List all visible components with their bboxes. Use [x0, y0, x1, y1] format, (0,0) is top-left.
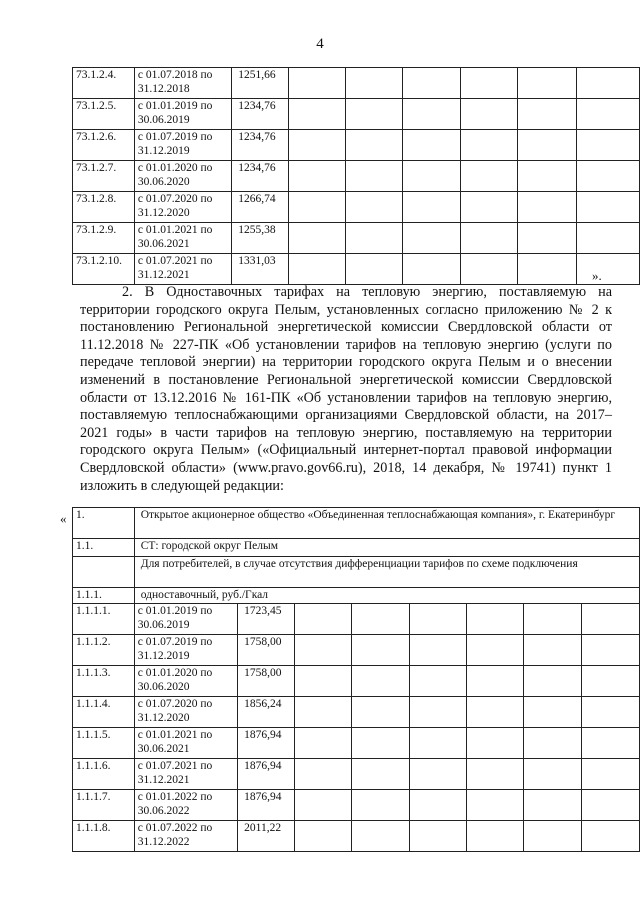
row-price: 1331,03: [232, 254, 289, 285]
empty-cell: [409, 604, 466, 635]
table-row: [73, 728, 640, 759]
empty-cell: [294, 728, 351, 759]
table-row: [73, 130, 640, 161]
table-row: [73, 68, 640, 99]
empty-cell: [409, 790, 466, 821]
empty-cell: [403, 130, 460, 161]
empty-cell: [576, 68, 639, 99]
row-period: с 01.07.2018 по 31.12.2018: [134, 68, 231, 99]
empty-cell: [352, 604, 409, 635]
row-code: 1.1.1.6.: [73, 759, 135, 790]
empty-cell: [517, 68, 576, 99]
empty-cell: [289, 99, 346, 130]
empty-cell: [346, 130, 403, 161]
empty-cell: [289, 161, 346, 192]
empty-cell: [294, 821, 351, 852]
empty-cell: [403, 99, 460, 130]
empty-cell: [294, 604, 351, 635]
closing-quote: ».: [592, 268, 602, 283]
paragraph-number: 2.: [122, 284, 133, 300]
table-row: [73, 254, 640, 285]
empty-cell: [403, 192, 460, 223]
empty-cell: [352, 635, 409, 666]
empty-cell: [576, 192, 639, 223]
empty-cell: [576, 99, 639, 130]
page-number: 4: [316, 36, 324, 52]
empty-cell: [346, 99, 403, 130]
table-row: [73, 759, 640, 790]
empty-cell: [581, 790, 639, 821]
empty-cell: [466, 759, 523, 790]
empty-cell: [460, 161, 517, 192]
table-row: [73, 604, 640, 635]
empty-cell: [576, 223, 639, 254]
row-code: 73.1.2.10.: [73, 254, 135, 285]
consumers-note: Для потребителей, в случае отсутствия дифференциации тарифов по схеме подключения: [134, 557, 639, 588]
empty-cell: [576, 130, 639, 161]
row-price: 1234,76: [232, 130, 289, 161]
empty-cell: [352, 790, 409, 821]
table-row: [73, 223, 640, 254]
empty-cell: [466, 790, 523, 821]
row-price: 1234,76: [232, 99, 289, 130]
empty-cell: [466, 635, 523, 666]
table-row-consumers: [73, 557, 640, 588]
row-period: с 01.01.2021 по 30.06.2021: [134, 728, 237, 759]
empty-cell: [289, 254, 346, 285]
empty-cell: [352, 821, 409, 852]
row-period: с 01.07.2019 по 31.12.2019: [134, 130, 231, 161]
tariff-table-continued: [72, 67, 640, 285]
row-price: 1723,45: [238, 604, 295, 635]
table-row: [73, 666, 640, 697]
empty-cell: [403, 254, 460, 285]
empty-cell: [581, 821, 639, 852]
empty-cell: [524, 697, 581, 728]
row-period: с 01.01.2019 по 30.06.2019: [134, 604, 237, 635]
row-code: 1.1.1.5.: [73, 728, 135, 759]
table-row: [73, 790, 640, 821]
row-code: 73.1.2.5.: [73, 99, 135, 130]
row-price: 1266,74: [232, 192, 289, 223]
row-code: 1.1.1.8.: [73, 821, 135, 852]
empty-cell: [460, 192, 517, 223]
row-code: 1.1.1.2.: [73, 635, 135, 666]
empty-cell: [289, 68, 346, 99]
empty-cell: [517, 130, 576, 161]
row-period: с 01.01.2022 по 30.06.2022: [134, 790, 237, 821]
system-name: СТ: городской округ Пелым: [134, 539, 639, 557]
rate-code: 1.1.1.: [73, 588, 135, 604]
tariff-table-new: [72, 507, 640, 852]
table-row-rate: [73, 588, 640, 604]
row-period: с 01.07.2022 по 31.12.2022: [134, 821, 237, 852]
empty-cell: [289, 192, 346, 223]
empty-cell: [346, 254, 403, 285]
empty-cell: [524, 635, 581, 666]
empty-cell: [352, 666, 409, 697]
empty-cell: [294, 697, 351, 728]
empty-cell: [409, 728, 466, 759]
empty-cell: [524, 790, 581, 821]
system-code: 1.1.: [73, 539, 135, 557]
empty-cell: [346, 192, 403, 223]
empty-cell: [517, 254, 576, 285]
empty-cell: [289, 223, 346, 254]
empty-cell: [289, 130, 346, 161]
row-period: с 01.01.2021 по 30.06.2021: [134, 223, 231, 254]
empty-cell: [581, 759, 639, 790]
row-price: 1255,38: [232, 223, 289, 254]
empty-cell: [517, 192, 576, 223]
empty-cell: [294, 635, 351, 666]
paragraph-text: В Одноставочных тарифах на тепловую энергию, поставляемую на территории городского округа Пелым, установленных согласно приложению № 2 к постановлению Региональной энергетической комиссии Свердловской области от 11.12.2018 № 227-ПК «Об установлении тарифов на тепловую энергию (услуги по передаче тепловой энергии) на территории городского округа Пелым и о внесении изменений в постановление Региональной энергетической комиссии Свердловской области от 13.12.2016 № 161-ПК «Об установлении тарифов на тепловую энергию, поставляемую теплоснабжающими организациями Свердловской области, на 2017–2021 годы» в части тарифов на тепловую энергию, поставляемую на территории городского округа Пелым» («Официальный интернет-портал правовой информации Свердловской области» (www.pravo.gov66.ru), 2018, 14 декабря, № 19741) пункт 1 изложить в следующей редакции:: [80, 284, 613, 494]
table-row-organization: [73, 508, 640, 539]
row-code: 1.1.1.4.: [73, 697, 135, 728]
row-price: 1234,76: [232, 161, 289, 192]
amendment-paragraph: [80, 284, 612, 495]
empty-cell: [403, 223, 460, 254]
empty-cell: [460, 130, 517, 161]
org-code: 1.: [73, 508, 135, 539]
empty-cell: [352, 759, 409, 790]
row-price: 1251,66: [232, 68, 289, 99]
row-code: 73.1.2.8.: [73, 192, 135, 223]
empty-cell: [460, 99, 517, 130]
empty-cell: [294, 759, 351, 790]
empty-cell: [346, 223, 403, 254]
row-price: 1758,00: [238, 635, 295, 666]
empty-cell: [294, 790, 351, 821]
empty-cell: [466, 697, 523, 728]
opening-quote: «: [60, 511, 67, 526]
empty-cell: [576, 254, 639, 285]
empty-cell: [524, 604, 581, 635]
empty-cell: [466, 821, 523, 852]
empty-cell: [581, 666, 639, 697]
table-row: [73, 161, 640, 192]
empty-cell: [403, 161, 460, 192]
empty-cell: [352, 697, 409, 728]
row-price: 2011,22: [238, 821, 295, 852]
empty-cell: [466, 728, 523, 759]
row-period: с 01.07.2021 по 31.12.2021: [134, 759, 237, 790]
rate-name: одноставочный, руб./Гкал: [134, 588, 639, 604]
empty-cell: [346, 161, 403, 192]
row-code: 1.1.1.7.: [73, 790, 135, 821]
row-period: с 01.07.2020 по 31.12.2020: [134, 697, 237, 728]
row-period: с 01.07.2019 по 31.12.2019: [134, 635, 237, 666]
empty-cell: [346, 68, 403, 99]
row-price: 1876,94: [238, 728, 295, 759]
row-code: 1.1.1.3.: [73, 666, 135, 697]
empty-cell: [409, 635, 466, 666]
empty-cell: [524, 728, 581, 759]
table-row: [73, 99, 640, 130]
empty-cell: [409, 666, 466, 697]
row-period: с 01.01.2019 по 30.06.2019: [134, 99, 231, 130]
row-price: 1856,24: [238, 697, 295, 728]
empty-cell: [73, 557, 135, 588]
empty-cell: [517, 223, 576, 254]
row-period: с 01.01.2020 по 30.06.2020: [134, 161, 231, 192]
empty-cell: [524, 821, 581, 852]
empty-cell: [466, 666, 523, 697]
empty-cell: [466, 604, 523, 635]
row-code: 1.1.1.1.: [73, 604, 135, 635]
row-code: 73.1.2.4.: [73, 68, 135, 99]
empty-cell: [524, 759, 581, 790]
row-period: с 01.07.2021 по 31.12.2021: [134, 254, 231, 285]
row-period: с 01.07.2020 по 31.12.2020: [134, 192, 231, 223]
row-code: 73.1.2.9.: [73, 223, 135, 254]
empty-cell: [581, 728, 639, 759]
empty-cell: [517, 161, 576, 192]
table-row-system: [73, 539, 640, 557]
empty-cell: [460, 223, 517, 254]
empty-cell: [581, 635, 639, 666]
empty-cell: [517, 99, 576, 130]
row-code: 73.1.2.6.: [73, 130, 135, 161]
row-code: 73.1.2.7.: [73, 161, 135, 192]
table-row: [73, 192, 640, 223]
row-price: 1876,94: [238, 790, 295, 821]
table-row: [73, 697, 640, 728]
empty-cell: [403, 68, 460, 99]
empty-cell: [460, 68, 517, 99]
row-period: с 01.01.2020 по 30.06.2020: [134, 666, 237, 697]
empty-cell: [409, 697, 466, 728]
empty-cell: [460, 254, 517, 285]
empty-cell: [581, 604, 639, 635]
empty-cell: [524, 666, 581, 697]
row-price: 1758,00: [238, 666, 295, 697]
empty-cell: [352, 728, 409, 759]
table-row: [73, 635, 640, 666]
empty-cell: [581, 697, 639, 728]
empty-cell: [294, 666, 351, 697]
empty-cell: [409, 759, 466, 790]
empty-cell: [409, 821, 466, 852]
org-name: Открытое акционерное общество «Объединенная теплоснабжающая компания», г. Екатеринбург: [134, 508, 639, 539]
table-row: [73, 821, 640, 852]
row-price: 1876,94: [238, 759, 295, 790]
empty-cell: [576, 161, 639, 192]
